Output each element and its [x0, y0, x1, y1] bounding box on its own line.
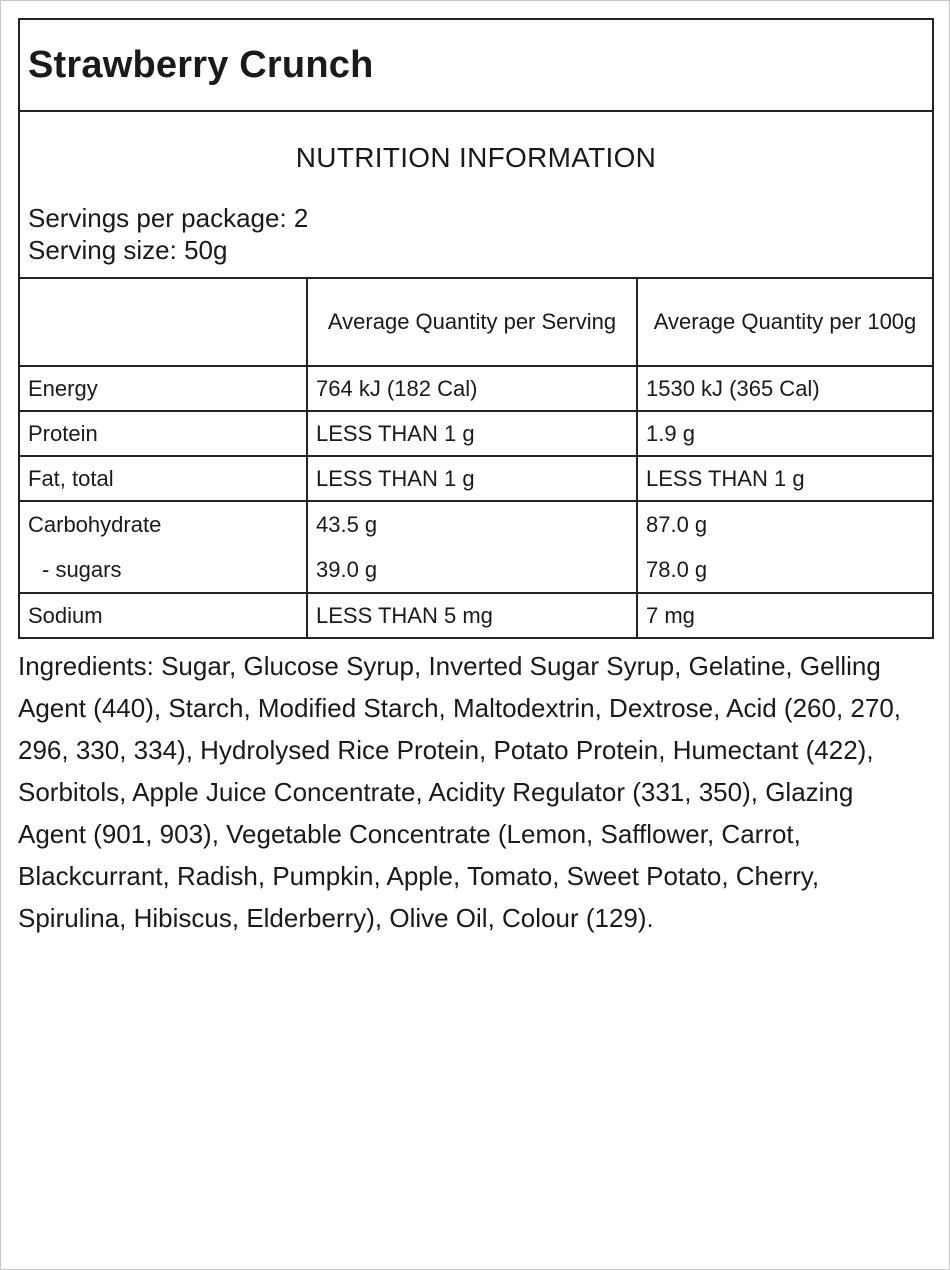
value-per-serving: 43.5 g: [316, 512, 378, 537]
nutrition-table: [20, 279, 932, 637]
value-per-serving-group: [307, 501, 637, 593]
table-row-sodium: [20, 593, 932, 637]
column-header-nutrient: [20, 279, 307, 366]
value-per-100g: LESS THAN 1 g: [637, 456, 932, 501]
servings-per-package: Servings per package: 2: [28, 203, 309, 233]
nutrient-subname: - sugars: [42, 557, 122, 582]
product-title: Strawberry Crunch: [28, 43, 374, 86]
nutrition-info-block: [20, 112, 932, 279]
value-per-serving: LESS THAN 5 mg: [307, 593, 637, 637]
nutrient-name: Fat, total: [20, 456, 307, 501]
nutrition-panel: [18, 18, 934, 639]
value-per-100g: 1.9 g: [637, 411, 932, 456]
table-row-protein: [20, 411, 932, 456]
value-per-serving: LESS THAN 1 g: [307, 411, 637, 456]
value-per-100g: 7 mg: [646, 602, 695, 628]
nutrition-heading: NUTRITION INFORMATION: [295, 142, 657, 173]
value-per-serving-sugars: 39.0 g: [316, 557, 378, 582]
table-row-energy: [20, 366, 932, 411]
value-per-100g-group: [637, 501, 932, 593]
ingredients-text: Ingredients: Sugar, Glucose Syrup, Inverted Sugar Syrup, Gelatine, Gelling Agent (440), Starch, Modified Starch, Maltodextrin, Dextrose, Acid (260, 270, 296, 330, 334), Hydrolysed Rice Protein, Potato Protein, Humectant (422), Sorbitols, Apple Juice Concentrate, Acidity Regulator (331, 350), Glazing Agent (901, 903), Vegetable Concentrate (Lemon, Safflower, Carrot, Blackcurrant, Radish, Pumpkin, Apple, Tomato, Sweet Potato, Cherry, Spirulina, Hibiscus, Elderberry), Olive Oil, Colour (129).: [18, 651, 901, 933]
column-header-per-serving: Average Quantity per Serving: [307, 279, 637, 366]
nutrient-name: Energy: [20, 366, 307, 411]
value-per-serving: 764 kJ (182 Cal): [307, 366, 637, 411]
nutrient-name: Carbohydrate: [28, 512, 162, 537]
nutrient-name: Protein: [20, 411, 307, 456]
value-per-serving: LESS THAN 1 g: [307, 456, 637, 501]
nutrient-name-group: [20, 501, 307, 593]
column-header-per-100g: Average Quantity per 100g: [637, 279, 932, 366]
nutrient-name: Sodium: [20, 593, 307, 637]
table-row-carbohydrate: [20, 501, 932, 593]
product-title-bar: [20, 20, 932, 112]
table-row-fat-total: [20, 456, 932, 501]
value-per-100g: 87.0 g: [646, 512, 708, 537]
value-per-100g: 1530 kJ (365 Cal): [637, 366, 932, 411]
servings-info: [28, 202, 308, 266]
table-header-row: [20, 279, 932, 366]
value-per-100g-sugars: 78.0 g: [646, 557, 708, 582]
serving-size: Serving size: 50g: [28, 235, 228, 265]
